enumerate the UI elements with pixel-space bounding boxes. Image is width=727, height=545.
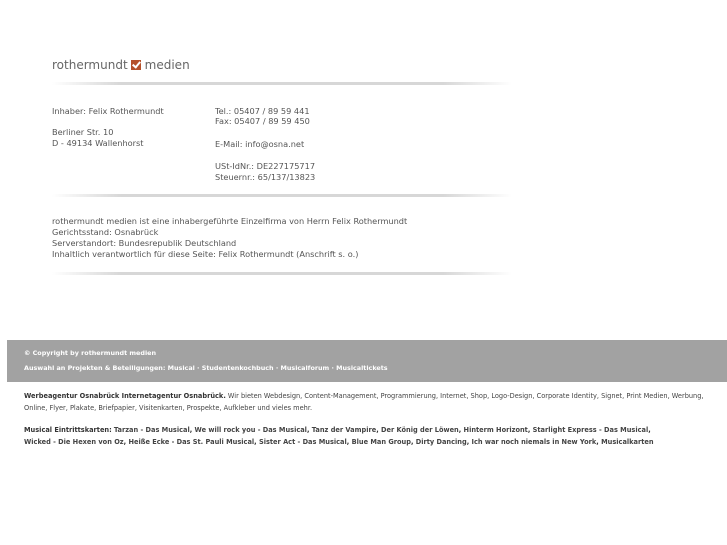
legal-line: Serverstandort: Bundesrepublik Deutschland (52, 238, 237, 248)
copyright-text: © Copyright by rothermundt medien (24, 349, 157, 357)
legal-line: Gerichtsstand: Osnabrück (52, 227, 159, 237)
tax-number-text: Steuernr.: 65/137/13823 (215, 172, 316, 182)
checkmark-icon (131, 60, 141, 70)
separator: · (194, 364, 202, 372)
separator: · (273, 364, 281, 372)
project-link-musicaltickets[interactable]: Musicaltickets (336, 364, 388, 372)
ticket-link[interactable]: Tanz der Vampire (311, 426, 377, 434)
agency-title: Werbeagentur Osnabrück Internetagentur Osnabrück. (24, 392, 226, 400)
agency-text: Wir bieten Webdesign, Content-Management, Programmierung, Internet, Shop, Logo-Design, Corporate Identity, Signet, Print Medien, Werbung, Online, Flyer, Plakate, Briefpapier, Visitenkarten, Prospekte, Aufkleber und vieles mehr. (24, 392, 704, 412)
logo-suffix: medien (144, 58, 190, 72)
phone-text: Tel.: 05407 / 89 59 441 (215, 106, 310, 116)
email-text: E-Mail: info@osna.net (215, 139, 305, 149)
ticket-link[interactable]: Der König der Löwen (381, 426, 459, 434)
street-text: Berliner Str. 10 (52, 127, 114, 137)
ticket-link[interactable]: Wicked - Die Hexen von Oz (24, 437, 124, 446)
ticket-link[interactable]: Dirty Dancing (415, 437, 467, 446)
ticket-link[interactable]: Heiße Ecke - Das St. Pauli Musical (128, 437, 255, 446)
project-link-musicalforum[interactable]: Musicalforum (280, 364, 330, 372)
logo[interactable] (52, 58, 190, 72)
divider (52, 82, 512, 85)
project-link-studentenkochbuch[interactable]: Studentenkochbuch (201, 364, 274, 372)
tickets-section: Musical Eintrittskarten: Tarzan - Das Musical, We will rock you - Das Musical, Tanz der Vampire, Der König der Löwen, Hinterm Horizont, Starlight Express - Das Musical, Wicked - Die Hexen von Oz, Heiße Ecke - Das St. Pauli Musical, Sister Act - Das Musical, Blue Man Group, Dirty Dancing, Ich war noch niemals in New York, Musicalkarten (24, 426, 654, 446)
projects-line (24, 364, 388, 372)
ticket-link[interactable]: Tarzan - Das Musical (113, 426, 190, 434)
owner-text: Inhaber: Felix Rothermundt (52, 106, 164, 116)
vat-id-text: USt-IdNr.: DE227175717 (215, 161, 316, 171)
legal-line: rothermundt medien ist eine inhabergeführte Einzelfirma von Herrn Felix Rothermundt (52, 216, 408, 226)
ticket-link[interactable]: Hinterm Horizont (463, 426, 528, 434)
divider (52, 272, 512, 275)
ticket-link[interactable]: Blue Man Group (351, 437, 411, 446)
logo-name: rothermundt (52, 58, 128, 72)
ticket-link[interactable]: Musicalkarten (601, 437, 654, 446)
ticket-link[interactable]: Ich war noch niemals in New York (471, 437, 597, 446)
city-text: D - 49134 Wallenhorst (52, 138, 144, 148)
agency-description (24, 391, 704, 414)
ticket-link[interactable]: We will rock you - Das Musical (194, 426, 307, 434)
divider (52, 194, 512, 197)
project-link-musical[interactable]: Musical (167, 364, 195, 372)
ticket-link[interactable]: Sister Act - Das Musical (258, 437, 347, 446)
legal-line: Inhaltlich verantwortlich für diese Seite: Felix Rothermundt (Anschrift s. o.) (52, 249, 359, 259)
footer-band (7, 340, 727, 382)
tickets-label: Musical Eintrittskarten: (24, 426, 112, 434)
separator: · (329, 364, 337, 372)
ticket-link[interactable]: Starlight Express - Das Musical (532, 426, 649, 434)
projects-label: Auswahl an Projekten & Beteiligungen: (24, 364, 166, 372)
fax-text: Fax: 05407 / 89 59 450 (215, 116, 310, 126)
